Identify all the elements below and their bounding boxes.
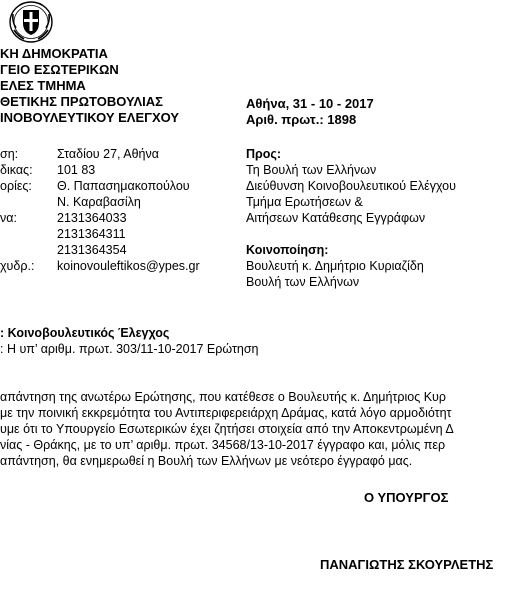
to-line: Αιτήσεων Κατάθεσης Εγγράφων xyxy=(246,211,426,225)
contact-row xyxy=(0,210,200,226)
cc-heading: Κοινοποίηση: xyxy=(246,243,329,257)
contact-label xyxy=(0,194,57,210)
contact-details xyxy=(0,146,200,274)
contact-label: να: xyxy=(0,211,17,225)
cc-line: Βουλή των Ελλήνων xyxy=(246,275,360,289)
header-line: ΘΕΤΙΚΗΣ ΠΡΩΤΟΒΟΥΛΙΑΣ xyxy=(0,94,163,109)
issuing-authority-header xyxy=(0,46,179,126)
contact-value: 101 83 xyxy=(57,163,96,177)
contact-row xyxy=(0,226,200,242)
subject-title: : Κοινοβουλευτικός Έλεγχος xyxy=(0,326,170,340)
contact-email: koinovouleftikos@ypes.gr xyxy=(57,259,200,273)
contact-row xyxy=(0,178,200,194)
spacer xyxy=(246,226,456,242)
to-heading: Προς: xyxy=(246,147,282,161)
contact-label: ορίες: xyxy=(0,179,32,193)
protocol-number: Αριθ. πρωτ.: 1898 xyxy=(246,112,357,127)
letter-body xyxy=(0,389,530,469)
contact-row xyxy=(0,194,200,210)
body-line: με την ποινική εκκρεμότητα του Αντιπεριφερειάρχη Δράμας, κατά λόγο αρμοδιότητ xyxy=(0,406,452,420)
to-line: Τμήμα Ερωτήσεων & xyxy=(246,195,363,209)
body-line: υμε ότι το Υπουργείο Εσωτερικών έχει ζητήσει στοιχεία από την Αποκεντρωμένη Δ xyxy=(0,422,454,436)
to-line: Διεύθυνση Κοινοβουλευτικού Ελέγχου xyxy=(246,179,456,193)
recipients-block xyxy=(246,146,456,290)
signatory-title: Ο ΥΠΟΥΡΓΟΣ xyxy=(364,490,449,505)
contact-value: Ν. Καραβασίλη xyxy=(57,195,141,209)
header-line: ΓΕΙΟ ΕΣΩΤΕΡΙΚΩΝ xyxy=(0,62,119,77)
cc-line: Βουλευτή κ. Δημήτριο Κυριαζίδη xyxy=(246,259,424,273)
contact-value: Σταδίου 27, Αθήνα xyxy=(57,147,159,161)
header-line: ΙΝΟΒΟΥΛΕΥΤΙΚΟΥ ΕΛΕΓΧΟΥ xyxy=(0,110,180,125)
date-protocol-block xyxy=(246,96,374,128)
body-line: απάντηση της ανωτέρω Ερώτησης, που κατέθεσε ο Βουλευτής κ. Δημήτριος Κυρ xyxy=(0,390,446,404)
contact-value: Θ. Παπασημακοπούλου xyxy=(57,179,190,193)
contact-label xyxy=(0,242,57,258)
contact-value: 2131364033 xyxy=(57,211,127,225)
contact-label: χυδρ.: xyxy=(0,259,35,273)
subject-block xyxy=(0,325,259,357)
to-line: Τη Βουλή των Ελλήνων xyxy=(246,163,377,177)
contact-label: ση: xyxy=(0,147,19,161)
signatory-name: ΠΑΝΑΓΙΩΤΗΣ ΣΚΟΥΡΛΕΤΗΣ xyxy=(320,557,494,572)
contact-label xyxy=(0,226,57,242)
contact-row xyxy=(0,162,200,178)
contact-value: 2131364311 xyxy=(57,227,126,241)
body-line: απάντηση, θα ενημερωθεί η Βουλή των Ελλήνων με νεότερο έγγραφό μας. xyxy=(0,454,413,468)
contact-row xyxy=(0,242,200,258)
contact-row xyxy=(0,146,200,162)
body-line: νίας - Θράκης, με το υπ’ αριθμ. πρωτ. 34568/13-10-2017 έγγραφο και, μόλις περ xyxy=(0,438,446,452)
coat-of-arms-emblem xyxy=(8,0,54,44)
header-line: ΕΛΕΣ ΤΜΗΜΑ xyxy=(0,78,86,93)
subject-reference: : Η υπ’ αριθμ. πρωτ. 303/11-10-2017 Ερώτηση xyxy=(0,342,259,356)
header-line: ΚΗ ΔΗΜΟΚΡΑΤΙΑ xyxy=(0,46,108,61)
contact-row xyxy=(0,258,200,274)
contact-label: δικας: xyxy=(0,163,33,177)
document-date: Αθήνα, 31 - 10 - 2017 xyxy=(246,96,374,111)
contact-value: 2131364354 xyxy=(57,243,127,257)
